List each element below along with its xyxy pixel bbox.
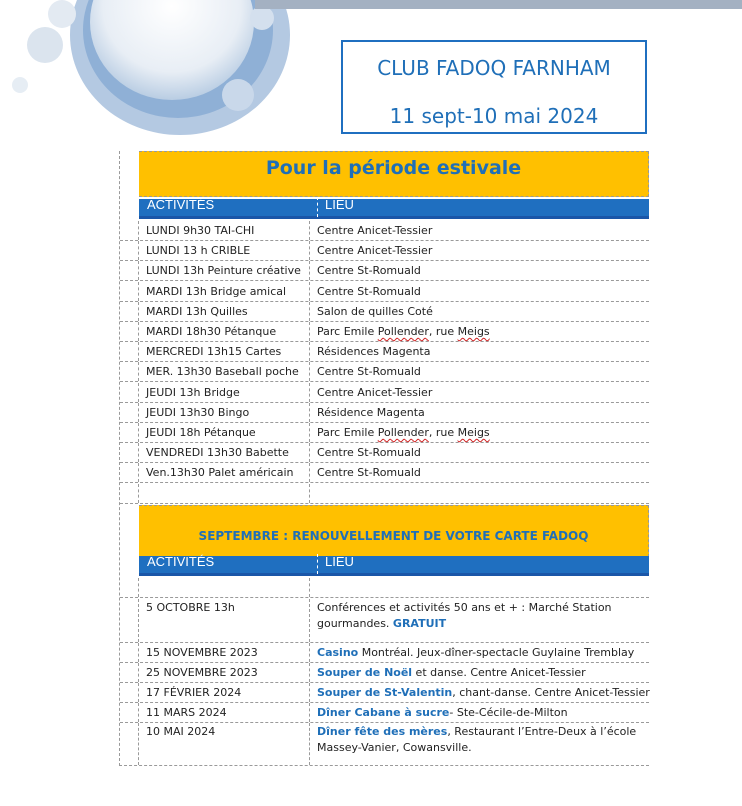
activity-place: Parc Emile Pollender, rue Meigs — [309, 322, 649, 341]
activity-name: LUNDI 9h30 TAI-CHI — [146, 224, 255, 237]
activity-place: Centre St-Romuald — [309, 463, 649, 482]
schedule-table — [119, 151, 649, 766]
activity-place: Centre Anicet-Tessier — [309, 383, 649, 402]
activity-name: MER. 13h30 Baseball poche — [146, 365, 299, 379]
activity-place: Centre St-Romuald — [309, 443, 649, 462]
season-dates: 11 sept-10 mai 2024 — [389, 104, 599, 128]
event-row — [120, 663, 649, 683]
activity-name: MARDI 13h Quilles — [146, 304, 248, 318]
activity-name: MERCREDI 13h15 Cartes — [146, 345, 282, 359]
activity-name: MARDI 13h Bridge amical — [146, 284, 287, 298]
event-date: 15 NOVEMBRE 2023 — [146, 646, 258, 659]
section1-header-row — [139, 199, 649, 219]
activity-place: Centre St-Romuald — [309, 261, 649, 280]
empty-row-2 — [120, 578, 649, 598]
event-description: Dîner fête des mères, Restaurant l’Entre-Deux à l’école Massey-Vanier, Cowansville. — [309, 723, 649, 765]
col-place-header: LIEU — [317, 197, 354, 217]
event-row — [120, 723, 649, 765]
activity-name: VENDREDI 13h30 Babette — [146, 446, 289, 460]
activity-place: Centre St-Romuald — [309, 362, 649, 381]
activity-name: LUNDI 13h Peinture créative — [146, 264, 301, 278]
event-date: 5 OCTOBRE 13h — [146, 601, 235, 614]
event-date: 10 MAI 2024 — [146, 725, 216, 738]
activity-place: Salon de quilles Coté — [309, 302, 649, 321]
event-description: Conférences et activités 50 ans et + : Marché Station gourmandes. GRATUIT — [309, 599, 649, 642]
activity-name: JEUDI 13h Bridge — [146, 385, 240, 399]
event-date: 25 NOVEMBRE 2023 — [146, 666, 258, 679]
activity-row — [120, 282, 649, 302]
activity-place: Centre Anicet-Tessier — [309, 241, 649, 260]
activity-row — [120, 362, 649, 382]
activity-row — [120, 221, 649, 241]
title-box — [341, 40, 647, 134]
event-description: Dîner Cabane à sucre- Ste-Cécile-de-Milton — [309, 703, 649, 722]
activity-name: Ven.13h30 Palet américain — [146, 466, 294, 480]
event-row — [120, 703, 649, 723]
activity-row — [120, 383, 649, 403]
summer-period-title: Pour la période estivale — [265, 157, 522, 179]
activity-place: Parc Emile Pollender, rue Meigs — [309, 423, 649, 442]
decorative-bubbles — [0, 0, 300, 140]
renewal-title: SEPTEMBRE : RENOUVELLEMENT DE VOTRE CARTE FADOQ — [198, 529, 589, 543]
event-description: Souper de St-Valentin, chant-danse. Centre Anicet-Tessier — [309, 683, 649, 702]
event-row — [120, 599, 649, 643]
activity-row — [120, 302, 649, 322]
activity-place: Centre Anicet-Tessier — [309, 221, 649, 240]
activity-name: JEUDI 13h30 Bingo — [146, 405, 250, 419]
activity-row — [120, 403, 649, 423]
activity-name: LUNDI 13 h CRIBLE — [146, 244, 251, 258]
activity-name: JEUDI 18h Pétanque — [146, 426, 256, 439]
event-description: Souper de Noël et danse. Centre Anicet-Tessier — [309, 663, 649, 682]
activity-name: MARDI 18h30 Pétanque — [146, 325, 277, 338]
col-activity-header: ACTIVITÉS — [147, 197, 215, 212]
event-date: 11 MARS 2024 — [146, 706, 227, 719]
section2-header-row — [139, 556, 649, 576]
top-accent-bar — [255, 0, 742, 9]
col-activity-header-2: ACTIVITÉS — [147, 554, 215, 569]
activity-place: Résidences Magenta — [309, 342, 649, 361]
event-row — [120, 643, 649, 663]
club-name: CLUB FADOQ FARNHAM — [377, 56, 611, 80]
activity-row — [120, 342, 649, 362]
empty-row — [120, 484, 649, 504]
event-date: 17 FÉVRIER 2024 — [146, 686, 242, 699]
event-description: Casino Montréal. Jeux-dîner-spectacle Guylaine Tremblay — [309, 643, 649, 662]
activity-place: Centre St-Romuald — [309, 282, 649, 301]
col-place-header-2: LIEU — [317, 554, 354, 574]
renewal-banner — [139, 505, 649, 557]
summer-period-banner — [139, 151, 649, 197]
event-row — [120, 683, 649, 703]
activity-row — [120, 423, 649, 443]
activity-row — [120, 322, 649, 342]
activity-row — [120, 261, 649, 281]
activity-place: Résidence Magenta — [309, 403, 649, 422]
activity-row — [120, 241, 649, 261]
activity-row — [120, 443, 649, 463]
activity-row — [120, 463, 649, 483]
